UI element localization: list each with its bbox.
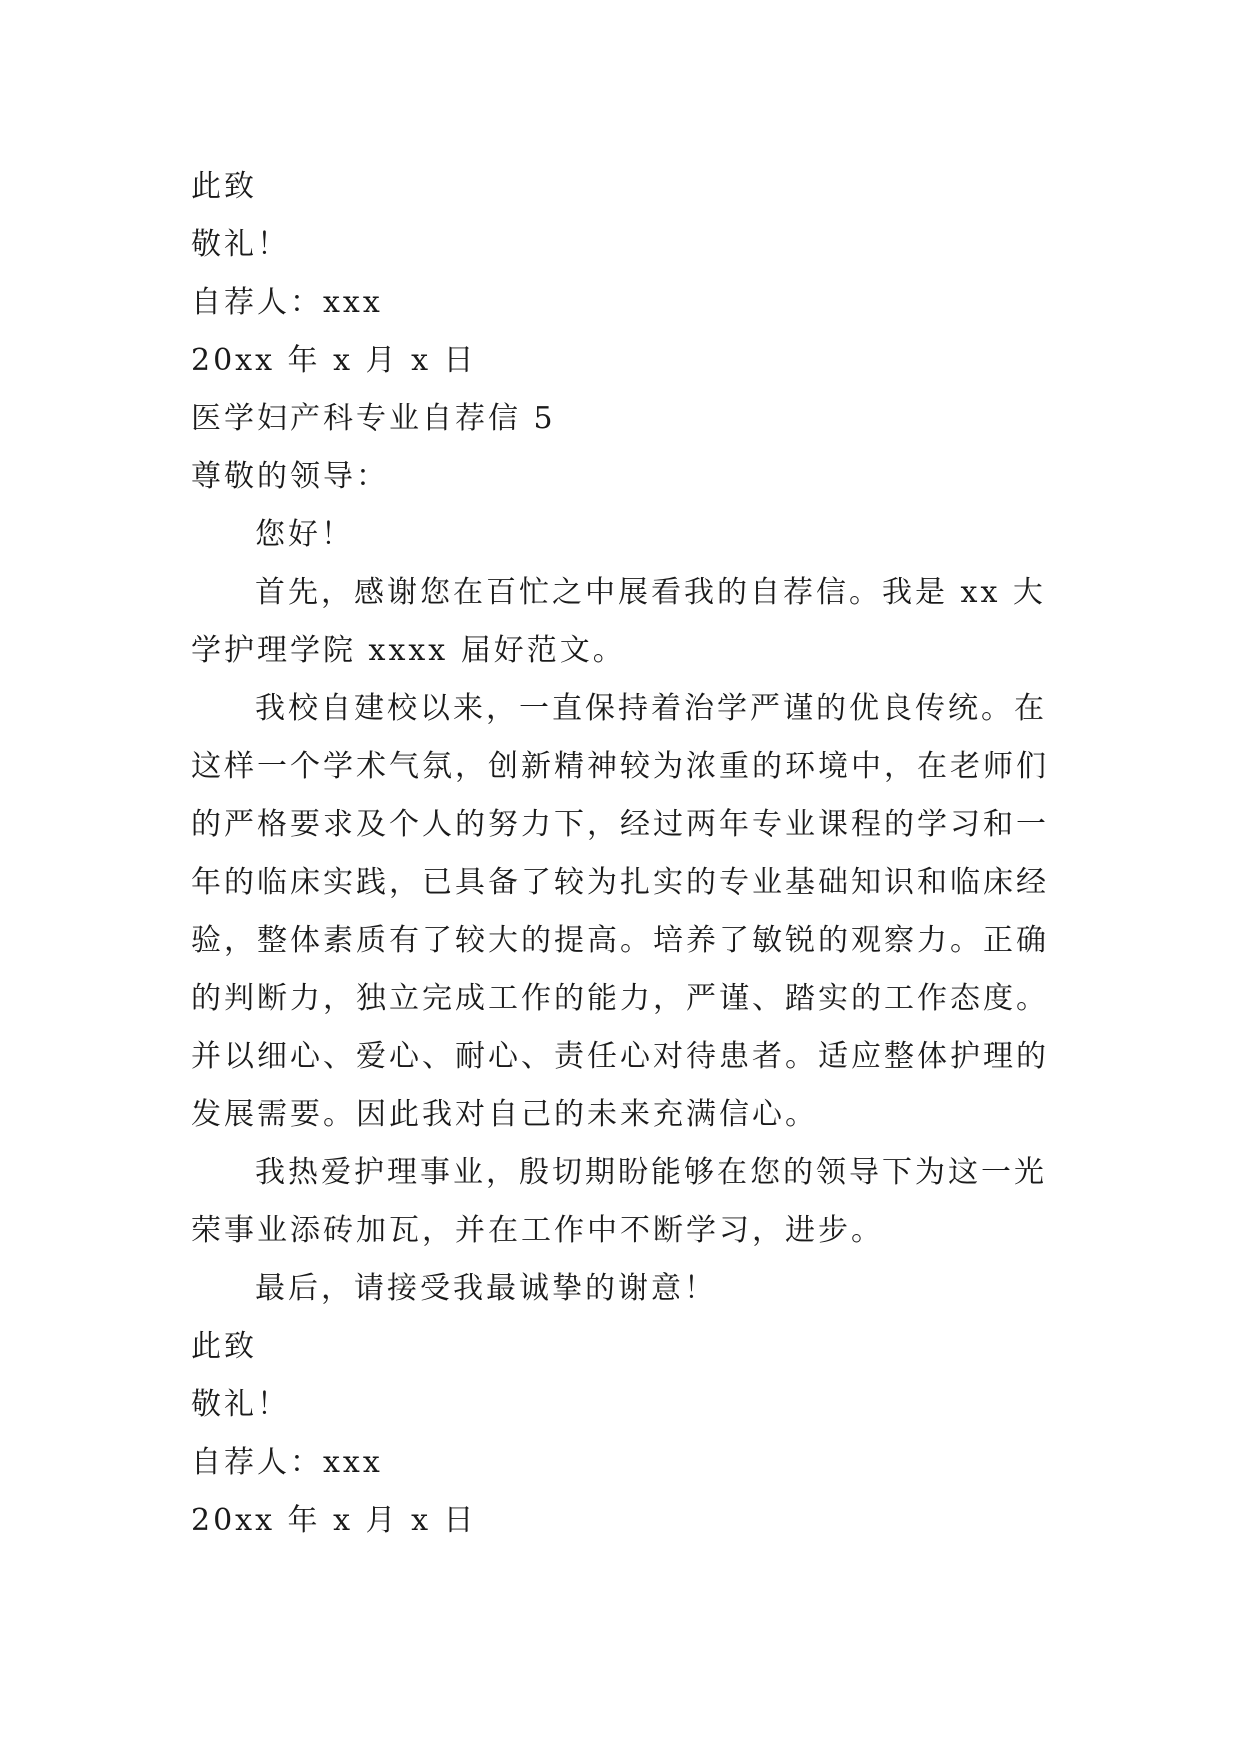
closing-salutation-bottom: 此致 (191, 1329, 257, 1364)
paragraph-3-line-1: 我热爱护理事业，殷切期盼能够在您的领导下为这一光 (255, 1155, 1047, 1190)
paragraph-2-line-5: 验，整体素质有了较大的提高。培养了敏锐的观察力。正确 (191, 923, 1049, 958)
date-bottom: 20xx 年 x 月 x 日 (191, 1503, 477, 1538)
letter-body (191, 158, 1061, 1550)
date-top: 20xx 年 x 月 x 日 (191, 343, 477, 378)
closing-salutation-top: 此致 (191, 169, 257, 204)
paragraph-3-line-2: 荣事业添砖加瓦，并在工作中不断学习，进步。 (191, 1213, 884, 1248)
paragraph-2-line-8: 发展需要。因此我对自己的未来充满信心。 (191, 1097, 818, 1132)
paragraph-2-line-2: 这样一个学术气氛，创新精神较为浓重的环境中，在老师们 (191, 749, 1049, 784)
paragraph-1-line-1: 首先，感谢您在百忙之中展看我的自荐信。我是 xx 大 (255, 575, 1046, 610)
paragraph-1-line-2: 学护理学院 xxxx 届好范文。 (191, 633, 626, 668)
closing-regards-bottom: 敬礼！ (191, 1387, 290, 1422)
recipient-line: 尊敬的领导： (191, 459, 389, 494)
paragraph-2-line-7: 并以细心、爱心、耐心、责任心对待患者。适应整体护理的 (191, 1039, 1049, 1074)
signature-top: 自荐人：xxx (191, 285, 383, 320)
signature-bottom: 自荐人：xxx (191, 1445, 383, 1480)
greeting-line: 您好！ (255, 517, 354, 552)
paragraph-2-line-6: 的判断力，独立完成工作的能力，严谨、踏实的工作态度。 (191, 981, 1049, 1016)
paragraph-2-line-3: 的严格要求及个人的努力下，经过两年专业课程的学习和一 (191, 807, 1049, 842)
letter-title: 医学妇产科专业自荐信 5 (191, 401, 556, 436)
paragraph-2-line-4: 年的临床实践，已具备了较为扎实的专业基础知识和临床经 (191, 865, 1049, 900)
closing-regards-top: 敬礼！ (191, 227, 290, 262)
paragraph-4-line-1: 最后，请接受我最诚挚的谢意！ (255, 1271, 717, 1306)
paragraph-2-line-1: 我校自建校以来，一直保持着治学严谨的优良传统。在 (255, 691, 1047, 726)
